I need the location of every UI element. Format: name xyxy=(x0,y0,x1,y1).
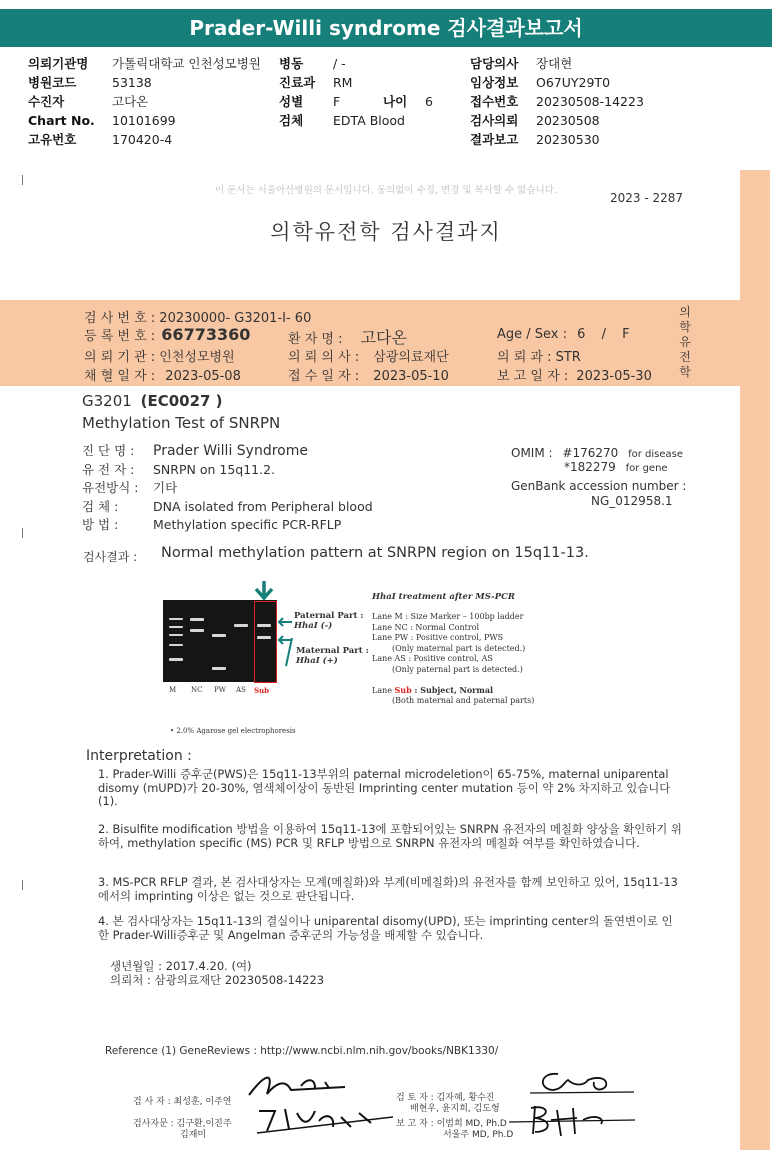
paternal-part-label xyxy=(294,611,364,631)
test-field-value: DNA isolated from Peripheral blood xyxy=(153,498,373,514)
header-field-label: 병원코드 xyxy=(28,75,77,90)
header-field-value: RM xyxy=(333,75,353,90)
header-field-label: 임상정보 xyxy=(470,75,519,90)
reporter-signature xyxy=(505,1100,640,1138)
reporter-names-2: 서울주 MD, Ph.D xyxy=(443,1130,514,1140)
header-field-label: 고유번호 xyxy=(28,132,77,147)
gel-lane-label: Sub xyxy=(254,686,270,695)
receipt-date xyxy=(288,365,449,384)
gel-band xyxy=(169,626,183,628)
age-sex-label: Age / Sex : xyxy=(497,327,568,342)
legend-subject-prefix: Lane xyxy=(372,686,395,695)
registration-number-label: 등 록 번 호 : xyxy=(84,329,156,344)
report-date xyxy=(497,365,652,384)
advisor-names-1: 김구환,이진주 xyxy=(176,1119,232,1129)
omim-disease-note: for disease xyxy=(628,449,684,460)
header-field xyxy=(28,74,152,92)
result-value: Normal methylation pattern at SNRPN region on 15q11-13. xyxy=(161,545,589,561)
advisor-label: 검사자문 : xyxy=(133,1119,174,1129)
test-field xyxy=(82,441,308,459)
legend-line: Lane PW : Positive control, PWS xyxy=(372,633,504,643)
collection-date xyxy=(84,365,241,384)
requesting-doctor-label: 의 뢰 의 사 : xyxy=(288,350,360,365)
gel-lane-label: AS xyxy=(236,686,246,694)
requesting-institution xyxy=(84,346,235,365)
interpretation-paragraph: 4. 본 검사대상자는 15q11-13의 결실이나 uniparental disomy(UPD), 또는 imprinting center의 돌연변이로 인한 Prader-Willi증후군 및 Angelman 증후군의 가능성을 배제할 수 있습니다. xyxy=(98,914,673,942)
advisor-signature xyxy=(255,1101,395,1137)
genbank-value: NG_012958.1 xyxy=(591,494,673,508)
patient-name-label: 환 자 명 : xyxy=(288,332,343,347)
patient-name xyxy=(288,325,407,348)
report-banner-title: Prader-Willi syndrome 검사결과보고서 xyxy=(0,9,772,47)
header-field-value: 170420-4 xyxy=(112,132,173,147)
header-field-label: 검체 xyxy=(279,113,304,128)
tester xyxy=(133,1097,231,1108)
legend-line: (Only paternal part is detected.) xyxy=(392,664,523,674)
header-field xyxy=(279,55,346,73)
gel-lane-label: PW xyxy=(214,686,226,694)
header-field-value: 가톨릭대학교 인천성모병원 xyxy=(112,56,261,71)
omim-gene xyxy=(564,460,668,474)
header-field-value: 20230508 xyxy=(536,113,600,128)
legend-line: Lane M : Size Marker – 100bp ladder xyxy=(372,612,524,621)
test-code xyxy=(82,392,223,410)
header-field xyxy=(279,74,352,92)
reference: Reference (1) GeneReviews : http://www.ncbi.nlm.nih.gov/books/NBK1330/ xyxy=(105,1045,499,1057)
collection-date-value: 2023-05-08 xyxy=(165,369,241,384)
header-field-label: 검사의뢰 xyxy=(470,113,519,128)
interpretation-paragraph: 2. Bisulfite modification 방법을 이용하여 15q11-13에 포함되어있는 SNRPN 유전자의 메칠화 양상을 확인하기 위하여, methylation specific (MS) PCR 및 RFLP 방법으로 SNRPN 유전자의 메칠화 여부를 확인하였습니다. xyxy=(98,822,682,850)
header-field-value: 고다온 xyxy=(112,94,149,109)
legend-line: (Only maternal part is detected.) xyxy=(392,643,526,653)
reviewer-names-1: 김자혜, 황수진 xyxy=(436,1093,495,1103)
test-field-value: Prader Willi Syndrome xyxy=(153,443,308,459)
header-field xyxy=(470,74,610,92)
legend-subject-desc: : Subject, Normal xyxy=(411,685,494,695)
test-field-value: Methylation specific PCR-RFLP xyxy=(153,517,342,532)
side-vertical-label: 의 학 유 전 학 xyxy=(679,305,691,379)
omim-label: OMIM : xyxy=(511,446,553,460)
registration-number xyxy=(84,325,250,344)
header-field-value: 10101699 xyxy=(112,113,176,128)
test-field xyxy=(82,478,177,496)
test-field-label: 검 체 : xyxy=(82,498,119,514)
patient-name-value: 고다온 xyxy=(360,328,407,347)
test-code-secondary: (EC0027 ) xyxy=(140,392,223,410)
tester-names: 최성훈, 이주연 xyxy=(173,1097,232,1107)
header-field-value: 장대현 xyxy=(536,56,573,71)
gel-band xyxy=(212,667,226,670)
maternal-pointer-line xyxy=(286,638,292,666)
figure-caption: • 2.0% Agarose gel electrophoresis xyxy=(170,727,296,735)
test-field-value: SNRPN on 15q11.2. xyxy=(153,461,276,477)
test-field-label: 유 전 자 : xyxy=(82,461,135,477)
gel-band xyxy=(169,644,183,646)
test-number xyxy=(84,307,311,326)
gel-lane-label: M xyxy=(169,686,177,694)
header-field-value: 53138 xyxy=(112,75,152,90)
test-field-value: 기타 xyxy=(153,480,178,495)
header-field-label: 병동 xyxy=(279,56,304,71)
advisor-names-2: 김재미 xyxy=(180,1130,207,1140)
figure-legend xyxy=(372,612,525,676)
header-field-label: 성별 xyxy=(279,94,304,109)
header-field-value: / - xyxy=(333,56,346,71)
omim-disease-value: #176270 xyxy=(562,446,619,460)
header-age xyxy=(383,93,433,111)
subject-lane-highlight xyxy=(254,601,277,683)
test-field-label: 방 법 : xyxy=(82,517,119,532)
header-field xyxy=(470,55,572,73)
requesting-department-label: 의 뢰 과 : xyxy=(497,350,552,365)
scan-mark xyxy=(22,528,23,538)
test-name: Methylation Test of SNRPN xyxy=(82,414,281,432)
document-title: 의학유전학 검사결과지 xyxy=(270,220,502,244)
reviewer xyxy=(396,1093,500,1115)
test-number-value: 20230000- G3201-I- 60 xyxy=(159,311,312,326)
test-field xyxy=(82,460,275,478)
gel-band xyxy=(169,618,183,620)
paternal-arrow-icon xyxy=(279,618,292,626)
legend-title: HhaI treatment after MS-PCR xyxy=(372,592,515,602)
gel-band xyxy=(212,634,226,637)
age-sex-separator: / xyxy=(601,327,606,342)
paternal-enzyme: HhaI (-) xyxy=(294,621,333,631)
header-field-value: F xyxy=(333,94,341,109)
requesting-institution-value: 인천성모병원 xyxy=(159,350,235,365)
interpretation-paragraph: 1. Prader-Willi 증후군(PWS)은 15q11-13부위의 paternal microdeletion이 65-75%, maternal uniparental disomy (mUPD)가 20-30%, 염색체이상이 동반된 Imprinting center mutation 등이 약 2% 차지하고 있습니다 (1). xyxy=(98,767,671,809)
header-field-label: 접수번호 xyxy=(470,94,519,109)
gel-band xyxy=(169,658,183,661)
test-number-label: 검 사 번 호 : xyxy=(84,311,156,326)
omim-gene-value: *182279 xyxy=(564,460,616,474)
header-field xyxy=(28,112,176,130)
header-field xyxy=(470,93,644,111)
sex-value: F xyxy=(622,327,630,342)
collection-date-label: 채 혈 일 자 : xyxy=(84,369,156,384)
report-date-label: 보 고 일 자 : xyxy=(497,369,569,384)
header-field-label: 담당의사 xyxy=(470,56,519,71)
age-sex xyxy=(497,327,630,342)
header-field-label: 결과보고 xyxy=(470,132,519,147)
header-field-label: 수진자 xyxy=(28,94,65,109)
gel-band xyxy=(190,618,204,621)
header-field xyxy=(28,93,148,111)
test-field xyxy=(82,497,373,515)
omim-disease xyxy=(511,446,683,460)
reporter xyxy=(396,1119,513,1141)
header-age-label: 나이 xyxy=(383,94,408,109)
reporter-label: 보 고 자 : xyxy=(396,1119,434,1129)
result-label: 검사결과 : xyxy=(83,550,138,564)
header-field xyxy=(279,112,405,130)
test-field-label: 유전방식 : xyxy=(82,480,139,495)
legend-subject-note: (Both maternal and paternal parts) xyxy=(392,696,535,705)
maternal-label: Maternal Part : xyxy=(296,646,369,656)
header-field-label: Chart No. xyxy=(28,113,95,128)
header-field-value: 20230530 xyxy=(536,132,600,147)
genbank-label: GenBank accession number : xyxy=(511,479,687,493)
tester-label: 검 사 자 : xyxy=(133,1097,171,1107)
document-number: 2023 - 2287 xyxy=(610,191,684,205)
birth-date: 생년월일 : 2017.4.20. (여) xyxy=(110,959,252,973)
gel-band xyxy=(169,634,183,636)
interpretation-paragraph: 3. MS-PCR RFLP 결과, 본 검사대상자는 모계(메칠화)와 부계(비메칠화)의 유전자를 함께 보인하고 있어, 15q11-13에서의 imprinting 이상은 없는 것으로 판단됩니다. xyxy=(98,875,678,903)
header-field xyxy=(279,93,340,111)
header-field-value: O67UY29T0 xyxy=(536,75,611,90)
header-field-label: 의뢰기관명 xyxy=(28,56,89,71)
legend-subject xyxy=(372,685,493,695)
receipt-date-value: 2023-05-10 xyxy=(373,369,449,384)
legend-line: Lane NC : Normal Control xyxy=(372,622,480,632)
maternal-enzyme: HhaI (+) xyxy=(296,656,338,666)
gel-band xyxy=(190,629,204,632)
scan-mark xyxy=(22,880,23,890)
header-field-value: EDTA Blood xyxy=(333,113,405,128)
paternal-label: Paternal Part : xyxy=(294,611,364,621)
orange-side-strip xyxy=(740,170,770,1150)
omim-gene-note: for gene xyxy=(625,463,668,474)
down-arrow-icon xyxy=(250,580,278,602)
header-field xyxy=(28,131,172,149)
age-value: 6 xyxy=(577,327,586,342)
test-code-value: G3201 xyxy=(82,392,132,410)
test-field-label: 진 단 명 : xyxy=(82,443,135,458)
requesting-doctor-value: 삼광의료재단 xyxy=(373,350,449,365)
registration-number-value: 66773360 xyxy=(161,325,251,344)
header-age-value: 6 xyxy=(424,94,433,109)
gel-lane-label: NC xyxy=(191,686,203,694)
reviewer-label: 검 토 자 : xyxy=(396,1093,434,1103)
header-field xyxy=(28,55,261,73)
requester: 의뢰처 : 삼광의료재단 20230508-14223 xyxy=(110,973,325,987)
receipt-date-label: 접 수 일 자 : xyxy=(288,369,360,384)
reporter-names-1: 이범희 MD, Ph.D xyxy=(436,1119,507,1129)
confidential-notice: 이 문서는 서울아산병원의 문서입니다. 동의없이 수정, 변경 및 복사할 수 없습니다. xyxy=(214,185,558,196)
advisor xyxy=(133,1119,232,1141)
requesting-department-value: STR xyxy=(555,350,581,365)
gel-band xyxy=(234,624,248,627)
header-field-value: 20230508-14223 xyxy=(536,94,644,109)
maternal-part-label xyxy=(296,646,369,666)
requesting-department xyxy=(497,346,581,365)
requesting-doctor xyxy=(288,346,449,365)
requesting-institution-label: 의 뢰 기 관 : xyxy=(84,350,156,365)
reviewer-signature xyxy=(528,1066,638,1096)
tester-signature xyxy=(245,1068,395,1100)
header-field-label: 진료과 xyxy=(279,75,316,90)
legend-subject-lane: Sub xyxy=(394,685,412,695)
header-field xyxy=(470,112,600,130)
report-date-value: 2023-05-30 xyxy=(576,369,652,384)
interpretation-title: Interpretation : xyxy=(86,748,192,764)
header-field xyxy=(470,131,600,149)
test-field xyxy=(82,515,341,533)
legend-line: Lane AS : Positive control, AS xyxy=(372,654,493,664)
reviewer-names-2: 배현우, 윤지희, 김도형 xyxy=(410,1104,500,1114)
